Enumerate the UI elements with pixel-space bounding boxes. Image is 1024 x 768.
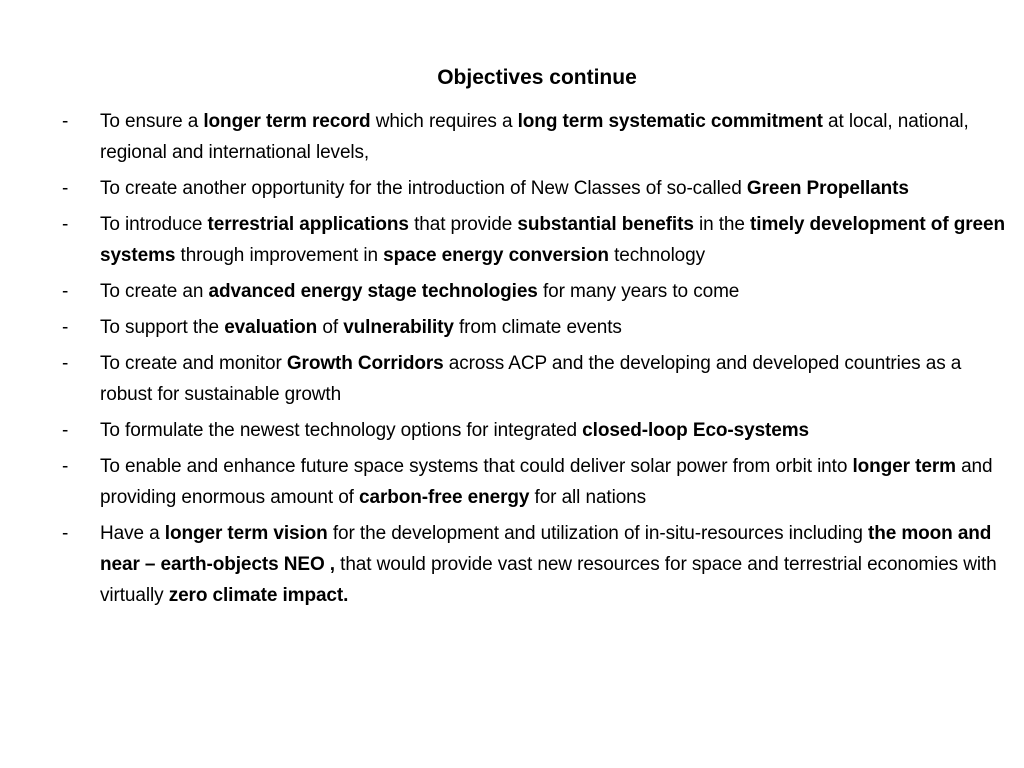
text-segment: that provide [408,214,518,235]
text-segment: To create an [100,281,209,302]
text-segment: To formulate the newest technology options for integrated [100,420,583,441]
text-segment: To enable and enhance future space systems that could deliver solar power from orbit into [100,456,853,477]
text-segment: and providing enormous amount of [100,456,993,508]
bullet-item [62,348,1006,410]
bullet-marker: - [62,420,69,441]
text-segment: To support the [100,317,225,338]
text-segment: To introduce [100,214,208,235]
bold-text-segment: longer term record [203,111,371,132]
bullet-text [100,348,1006,410]
bullet-item [62,451,1006,513]
bullet-text [100,106,1006,168]
bold-text-segment: timely development of green systems [100,214,1005,266]
bullet-marker: - [62,111,69,132]
bullet-item [62,518,1006,611]
bullet-item [62,209,1006,271]
bold-text-segment: terrestrial applications [207,214,409,235]
bullet-item [62,106,1006,168]
bullet-marker: - [62,317,69,338]
bullet-text [100,209,1006,271]
text-segment: for all nations [529,487,647,508]
bullet-text [100,451,1006,513]
text-segment: across ACP and the developing and developed countries as a robust for sustainable growth [100,353,962,405]
text-segment: To create and monitor [100,353,287,374]
text-segment: from climate events [453,317,622,338]
text-segment: Have a [100,523,165,544]
text-segment: To create another opportunity for the introduction of New Classes of so-called [100,178,747,199]
text-segment: at local, national, regional and international levels, [100,111,969,163]
bold-text-segment: vulnerability [343,317,454,338]
bullet-list [62,106,1006,611]
slide-title: Objectives continue [437,66,637,89]
text-segment: that would provide vast new resources for space and terrestrial economies with virtually [100,554,997,606]
bold-text-segment: closed-loop Eco-systems [582,420,809,441]
bold-text-segment: carbon-free energy [359,487,530,508]
bullet-item [62,415,1006,446]
text-segment: through improvement in [175,245,384,266]
bullet-text [100,312,1006,343]
bullet-marker: - [62,178,69,199]
bullet-text [100,518,1006,611]
bullet-marker: - [62,353,69,374]
bullet-marker: - [62,456,69,477]
bold-text-segment: the moon and near – earth-objects NEO , [100,523,992,575]
bold-text-segment: Green Propellants [746,178,909,199]
text-segment: which requires a [370,111,518,132]
text-segment: in the [693,214,751,235]
bullet-text [100,415,1006,446]
bullet-marker: - [62,523,69,544]
bullet-marker: - [62,281,69,302]
bullet-item [62,312,1006,343]
bold-text-segment: space energy conversion [383,245,609,266]
bold-text-segment: long term systematic commitment [517,111,823,132]
bold-text-segment: evaluation [224,317,318,338]
text-segment: of [317,317,344,338]
bullet-text [100,276,1006,307]
bold-text-segment: longer term [852,456,956,477]
bold-text-segment: substantial benefits [517,214,694,235]
bullet-item [62,173,1006,204]
bullet-marker: - [62,214,69,235]
bold-text-segment: Growth Corridors [286,353,444,374]
text-segment: To ensure a [100,111,204,132]
bullet-item [62,276,1006,307]
bullet-text [100,173,1006,204]
text-segment: for the development and utilization of in-situ-resources including [327,523,868,544]
text-segment: for many years to come [537,281,740,302]
bold-text-segment: advanced energy stage technologies [208,281,538,302]
bold-text-segment: longer term vision [164,523,328,544]
bold-text-segment: zero climate impact. [168,585,349,606]
text-segment: technology [608,245,706,266]
